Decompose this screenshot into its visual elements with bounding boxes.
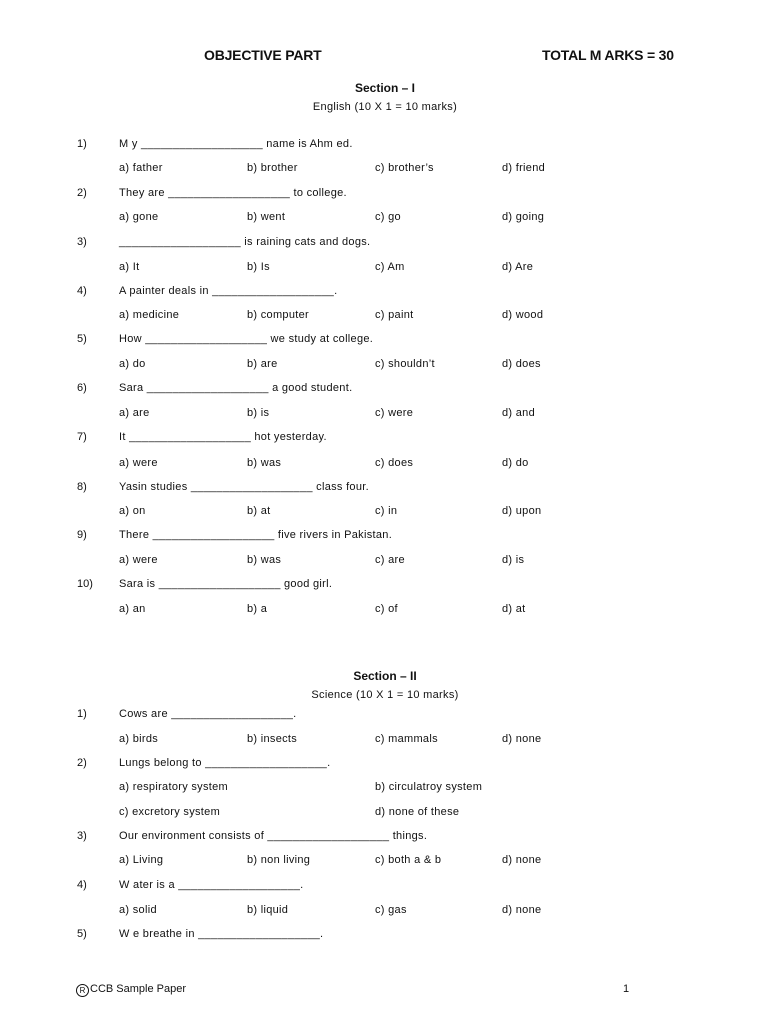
answer-option: d) none [502, 854, 542, 866]
answer-option: b) liquid [247, 904, 289, 916]
answer-option: c) gas [375, 904, 407, 916]
question-text: How ___________________ we study at college. [119, 333, 374, 345]
answer-option: a) solid [119, 904, 157, 916]
answer-option: d) going [502, 211, 545, 223]
answer-option: d) do [502, 457, 529, 469]
answer-option: d) none [502, 733, 542, 745]
question-text: A painter deals in ___________________. [119, 285, 338, 297]
answer-option: a) father [119, 162, 163, 174]
section-1-title: Section – I [354, 81, 416, 95]
answer-option: b) is [247, 407, 270, 419]
answer-option: d) and [502, 407, 535, 419]
answer-option: a) are [119, 407, 150, 419]
answer-option: d) none [502, 904, 542, 916]
answer-option: c) mammals [375, 733, 438, 745]
question-number: 1) [77, 138, 87, 150]
registered-mark-icon: R [76, 984, 89, 997]
question-number: 2) [77, 757, 87, 769]
question-text: ___________________ is raining cats and dogs. [119, 236, 371, 248]
question-text: W ater is a ___________________. [119, 879, 304, 891]
answer-option: c) excretory system [119, 806, 221, 818]
answer-option: a) birds [119, 733, 159, 745]
answer-option: a) do [119, 358, 146, 370]
answer-option: b) a [247, 603, 268, 615]
question-number: 9) [77, 529, 87, 541]
total-marks: TOTAL M ARKS = 30 [542, 47, 674, 63]
page-number: 1 [623, 983, 630, 995]
answer-option: a) on [119, 505, 146, 517]
question-number: 10) [77, 578, 93, 590]
answer-option: a) respiratory system [119, 781, 228, 793]
question-number: 3) [77, 236, 87, 248]
answer-option: c) were [375, 407, 414, 419]
answer-option: c) Am [375, 261, 405, 273]
answer-option: d) wood [502, 309, 544, 321]
answer-option: a) It [119, 261, 140, 273]
question-number: 7) [77, 431, 87, 443]
answer-option: c) shouldn’t [375, 358, 435, 370]
answer-option: d) none of these [375, 806, 460, 818]
question-text: Lungs belong to ___________________. [119, 757, 331, 769]
answer-option: b) computer [247, 309, 309, 321]
footer-text: CCB Sample Paper [90, 983, 186, 995]
question-text: M y ___________________ name is Ahm ed. [119, 138, 353, 150]
answer-option: c) are [375, 554, 405, 566]
answer-option: c) paint [375, 309, 414, 321]
page-title: OBJECTIVE PART [204, 47, 322, 63]
question-text: Sara ___________________ a good student. [119, 382, 353, 394]
answer-option: b) insects [247, 733, 298, 745]
question-number: 2) [77, 187, 87, 199]
answer-option: d) at [502, 603, 526, 615]
question-number: 6) [77, 382, 87, 394]
answer-option: b) non living [247, 854, 311, 866]
answer-option: a) gone [119, 211, 159, 223]
answer-option: c) both a & b [375, 854, 442, 866]
answer-option: c) of [375, 603, 398, 615]
answer-option: d) friend [502, 162, 546, 174]
answer-option: d) upon [502, 505, 542, 517]
question-number: 4) [77, 879, 87, 891]
answer-option: b) at [247, 505, 271, 517]
section-1-subtitle: English (10 X 1 = 10 marks) [312, 101, 458, 113]
answer-option: b) brother [247, 162, 298, 174]
answer-option: c) in [375, 505, 398, 517]
answer-option: c) go [375, 211, 401, 223]
answer-option: b) went [247, 211, 286, 223]
question-text: Sara is ___________________ good girl. [119, 578, 333, 590]
question-text: There ___________________ five rivers in Pakistan. [119, 529, 393, 541]
answer-option: a) were [119, 457, 158, 469]
answer-option: b) are [247, 358, 278, 370]
answer-option: d) does [502, 358, 541, 370]
question-text: Our environment consists of ___________________ things. [119, 830, 428, 842]
answer-option: c) brother’s [375, 162, 434, 174]
question-number: 1) [77, 708, 87, 720]
answer-option: b) was [247, 457, 282, 469]
question-text: Cows are ___________________. [119, 708, 297, 720]
question-text: They are ___________________ to college. [119, 187, 347, 199]
answer-option: b) was [247, 554, 282, 566]
answer-option: c) does [375, 457, 414, 469]
question-number: 4) [77, 285, 87, 297]
question-number: 5) [77, 928, 87, 940]
question-text: It ___________________ hot yesterday. [119, 431, 327, 443]
question-text: W e breathe in ___________________. [119, 928, 324, 940]
answer-option: a) Living [119, 854, 164, 866]
question-number: 3) [77, 830, 87, 842]
question-number: 5) [77, 333, 87, 345]
answer-option: d) is [502, 554, 525, 566]
answer-option: a) were [119, 554, 158, 566]
section-2-subtitle: Science (10 X 1 = 10 marks) [311, 689, 459, 701]
question-number: 8) [77, 481, 87, 493]
answer-option: a) an [119, 603, 146, 615]
answer-option: a) medicine [119, 309, 180, 321]
footer-label [76, 983, 186, 997]
section-2-title: Section – II [353, 669, 417, 683]
answer-option: b) circulatroy system [375, 781, 483, 793]
answer-option: d) Are [502, 261, 534, 273]
question-text: Yasin studies ___________________ class four. [119, 481, 369, 493]
answer-option: b) Is [247, 261, 270, 273]
